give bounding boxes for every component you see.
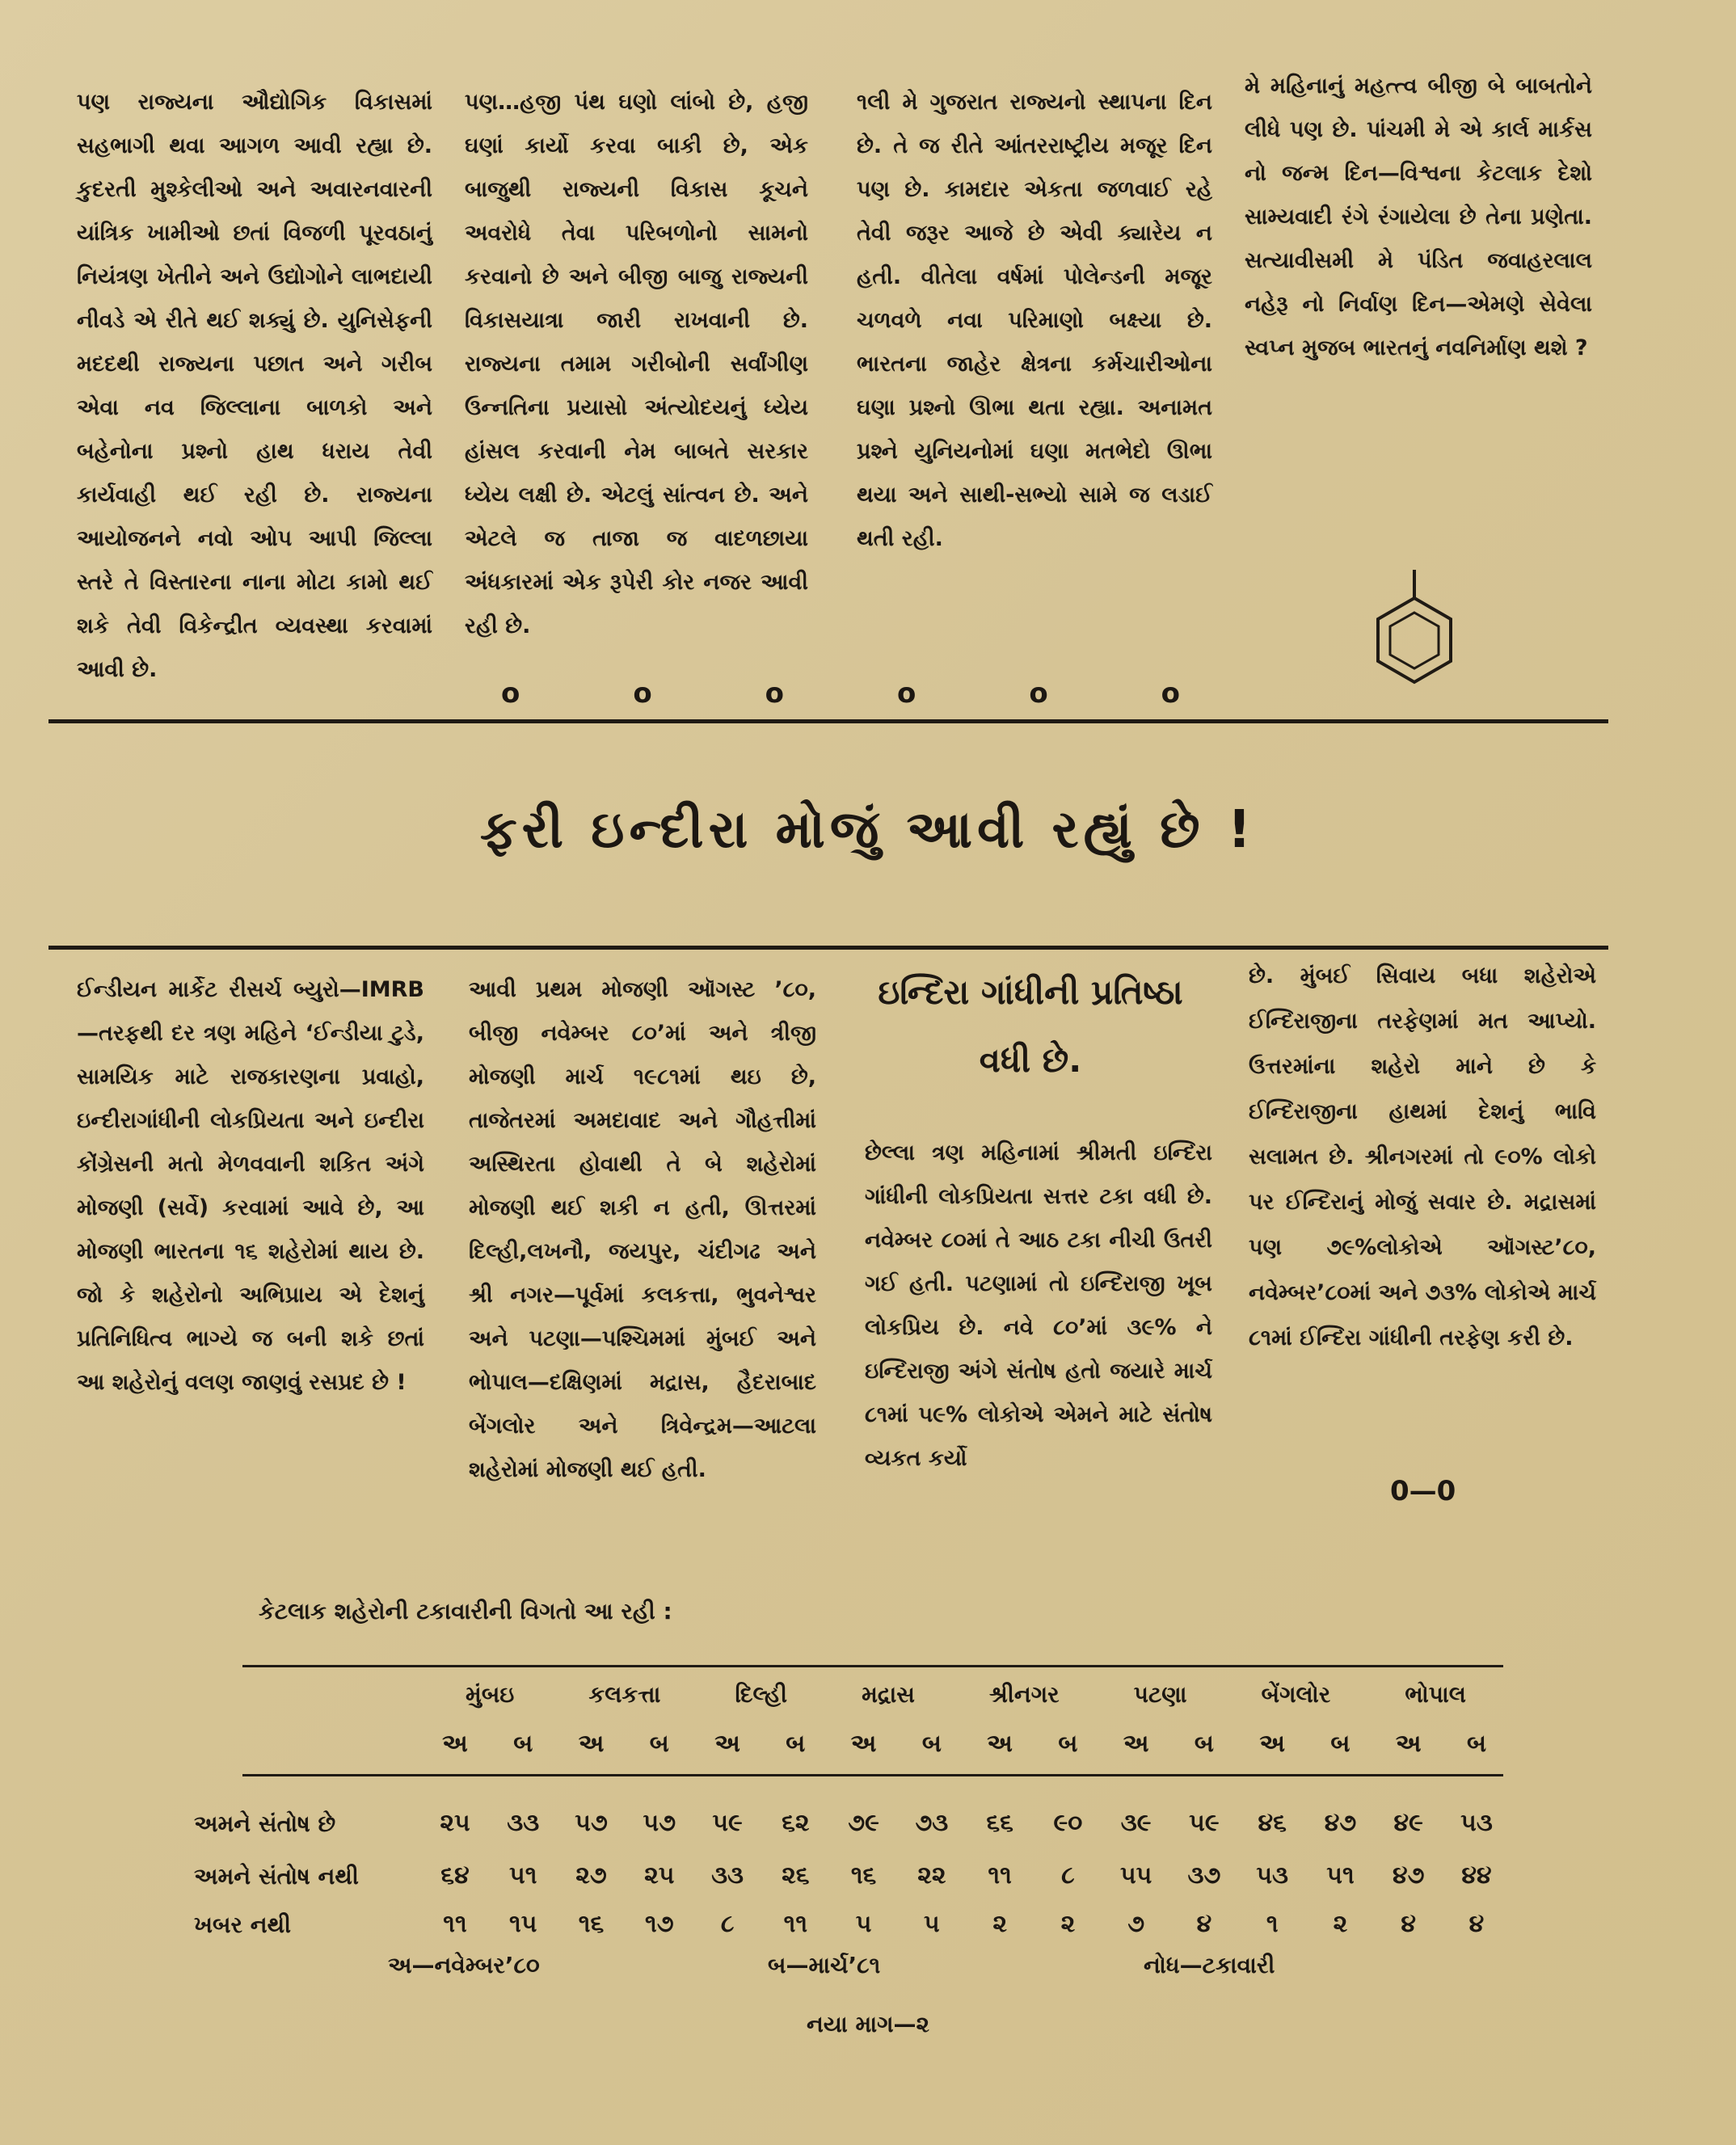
table-row: ૧૧ ૧૫ ૧૬ ૧૭ ૮ ૧૧ ૫ ૫ ૨ ૨ ૭ ૪ ૧ ૨ ૪ ૪ — [443, 1910, 1485, 1938]
section-divider-circles: o o o o o o — [501, 677, 1180, 710]
bottom-column-1: ઈન્ડીયન માર્કેટ રીસર્ચ બ્યુરો—IMRB—તરફથી દર ત્રણ મહિને ‘ઈન્ડીયા ટુડે, સામયિક માટે રાજકારણના પ્રવાહો, ઇન્દીરાગાંધીની લોકપ્રિયતા અને ઇન્દીરા કોંગ્રેસની મતો મેળવવાની શકિત અંગે મોજણી (સર્વે) કરવામાં આવે છે, આ મોજણી ભારતના ૧૬ શહેરોમાં થાય છે. જો કે શહેરોનો અભિપ્રાય એ દેશનું પ્રતિનિધિત્વ ભાગ્યે જ બની શકે છતાં આ શહેરોનું વલણ જાણવું રસપ્રદ છે ! — [77, 977, 424, 1395]
city-header: મુંબઇ — [466, 1681, 515, 1708]
bottom-column-4: છે. મુંબઈ સિવાય બધા શહેરોએ ઈન્દિરાજીના તરફેણમાં મત આપ્યો. ઉત્તરમાંના શહેરો માને છે કે ઈન્દિરાજીના હાથમાં દેશનું ભાવિ સલામત છે. શ્રીનગરમાં તો ૯૦% લોકો પર ઈન્દિરાનું મોજું સવાર છે. મદ્રાસમાં પણ ૭૯%લોકોએ ઑગસ્ટ’૮૦, નવેમ્બર’૮૦માં અને ૭૩% લોકોએ માર્ચ ૮૧માં ઈન્દિરા ગાંધીની તરફેણ કરી છે. — [1249, 963, 1596, 1351]
table-rule-mid — [242, 1774, 1503, 1776]
end-mark: 0—0 — [1390, 1475, 1456, 1507]
city-header: બેંગલોર — [1261, 1681, 1331, 1708]
row-label: ખબર નથી — [194, 1911, 292, 1938]
city-header: કલકત્તા — [588, 1681, 661, 1708]
table-title: કેટલાક શહેરોની ટકાવારીની વિગતો આ રહી : — [259, 1598, 672, 1625]
rule-top — [48, 719, 1608, 723]
table-note-b: બ—માર્ચ’૮૧ — [768, 1952, 881, 1979]
city-header: ભોપાલ — [1405, 1681, 1466, 1708]
top-column-4: મે મહિનાનું મહત્ત્વ બીજી બે બાબતોને લીધે પણ છે. પાંચમી મે એ કાર્લ માર્કસ નો જન્મ દિન—વિશ્વના કેટલાક દેશો સામ્યવાદી રંગે રંગાયેલા છે તેના પ્રણેતા. સત્યાવીસમી મે પંડિત જવાહરલાલ નહેરૂ નો નિર્વાણ દિન—એમણે સેવેલા સ્વપ્ન મુજબ ભારતનું નવનિર્માણ થશે ? — [1245, 74, 1592, 360]
bottom-column-3: છેલ્લા ત્રણ મહિનામાં શ્રીમતી ઇન્દિરા ગાંધીની લોકપ્રિયતા સત્તર ટકા વધી છે. નવેમ્બર ૮૦માં તે આઠ ટકા નીચી ઉતરી ગઈ હતી. પટણામાં તો ઇન્દિરાજી ખૂબ લોકપ્રિય છે. નવે ૮૦’માં ૩૯% ને ઇન્દિરાજી અંગે સંતોષ હતો જયારે માર્ચ ૮૧માં ૫૯% લોકોએ એમને માટે સંતોષ વ્યકત કર્યો — [865, 1140, 1212, 1471]
table-row: ૨૫ ૩૩ ૫૭ ૫૭ ૫૯ ૬૨ ૭૯ ૭૩ ૬૬ ૯૦ ૩૯ ૫૯ ૪૬ ૪૭ ૪૯ ૫૩ — [440, 1809, 1493, 1837]
row-label: અમને સંતોષ છે — [194, 1810, 336, 1837]
top-column-2: પણ…હજી પંથ ઘણો લાંબો છે, હજી ઘણાં કાર્યો કરવા બાકી છે, એક બાજુથી રાજ્યની વિકાસ કૂચને અવરોધે તેવા પરિબળોનો સામનો કરવાનો છે અને બીજી બાજુ રાજ્યની વિકાસયાત્રા જારી રાખવાની છે. રાજ્યના તમામ ગરીબોની સર્વાંગીણ ઉન્નતિના પ્રયાસો અંત્યોદયનું ધ્યેય હાંસલ કરવાની નેમ બાબતે સરકાર ધ્યેય લક્ષી છે. એટલું સાંત્વન છે. અને એટલે જ તાજા જ વાદળછાયા અંધકારમાં એક રૂપેરી કોર નજર આવી રહી છે. — [465, 90, 808, 638]
rule-middle — [48, 946, 1608, 950]
headline: ફરી ઇન્દીરા મોજું આવી રહ્યું છે ! — [479, 800, 1257, 860]
subhead: ઇન્દિરા ગાંધીની પ્રતિષ્ઠા વધી છે. — [878, 972, 1183, 1080]
table-row: ૬૪ ૫૧ ૨૭ ૨૫ ૩૩ ૨૬ ૧૬ ૨૨ ૧૧ ૮ ૫૫ ૩૭ ૫૩ ૫૧ ૪૭ ૪૪ — [440, 1861, 1492, 1890]
top-column-3: ૧લી મે ગુજરાત રાજ્યનો સ્થાપના દિન છે. તે જ રીતે આંતરરાષ્ટ્રીય મજૂર દિન પણ છે. કામદાર એકતા જળવાઈ રહે તેવી જરૂર આજે છે એવી ક્યારેય ન હતી. વીતેલા વર્ષમાં પોલેન્ડની મજૂર ચળવળે નવા પરિમાણો બક્ષ્યા છે. ભારતના જાહેર ક્ષેત્રના કર્મચારીઓના ઘણા પ્રશ્નો ઊભા થતા રહ્યા. અનામત પ્રશ્ને યુનિયનોમાં ઘણા મતભેદો ઊભા થયા અને સાથી-સભ્યો સામે જ લડાઈ થતી રહી. — [857, 90, 1212, 551]
top-column-1: પણ રાજ્યના ઔદ્યોગિક વિકાસમાં સહભાગી થવા આગળ આવી રહ્યા છે. કુદરતી મુશ્કેલીઓ અને અવારનવારની યાંત્રિક ખામીઓ છતાં વિજળી પૂરવઠાનું નિયંત્રણ ખેતીને અને ઉદ્યોગોને લાભદાયી નીવડે એ રીતે થઈ શક્યું છે. યુનિસેફની મદદથી રાજ્યના પછાત અને ગરીબ એવા નવ જિલ્લાના બાળકો અને બહેનોના પ્રશ્નો હાથ ધરાય તેવી કાર્યવાહી થઈ રહી છે. રાજ્યના આયોજનને નવો ઓપ આપી જિલ્લા સ્તરે તે વિસ્તારના નાના મોટા કામો થઈ શકે તેવી વિકેન્દ્રીત વ્યવસ્થા કરવામાં આવી છે. — [77, 90, 432, 682]
row-label: અમને સંતોષ નથી — [194, 1863, 359, 1890]
table-rule-top — [242, 1665, 1503, 1667]
bottom-column-2: આવી પ્રથમ મોજણી ઑગસ્ટ ’૮૦, બીજી નવેમ્બર ૮૦’માં અને ત્રીજી મોજણી માર્ચ ૧૯૮૧માં થઇ છે, તાજેતરમાં અમદાવાદ અને ગૌહત્તીમાં અસ્થિરતા હોવાથી તે બે શહેરોમાં મોજણી થઈ શકી ન હતી, ઊત્તરમાં દિલ્હી,લખનૌ, જયપુર, ચંદીગઢ અને શ્રી નગર—પૂર્વમાં કલકત્તા, ભુવનેશ્વર અને પટણા—પશ્ચિમમાં મુંબઈ અને ભોપાલ—દક્ષિણમાં મદ્રાસ, હૈદરાબાદ બેંગલોર અને ત્રિવેન્દ્રમ—આટલા શહેરોમાં મોજણી થઈ હતી. — [469, 977, 816, 1482]
city-header: દિલ્હી — [735, 1681, 787, 1708]
city-header: પટણા — [1133, 1681, 1187, 1708]
table-city-header — [428, 1681, 1503, 1709]
table-subheader: અ બ અ બ અ બ અ બ અ બ અ બ અ બ અ બ — [442, 1730, 1487, 1758]
table-note-a: અ—નવેમ્બર’૮૦ — [388, 1952, 540, 1979]
table-note-c: નોધ—ટકાવારી — [1144, 1952, 1275, 1979]
city-header: મદ્રાસ — [862, 1681, 915, 1708]
page-footer: નયા માગ—૨ — [807, 2011, 929, 2038]
city-header: શ્રીનગર — [989, 1681, 1060, 1708]
benzene-ring-icon — [1366, 566, 1463, 695]
